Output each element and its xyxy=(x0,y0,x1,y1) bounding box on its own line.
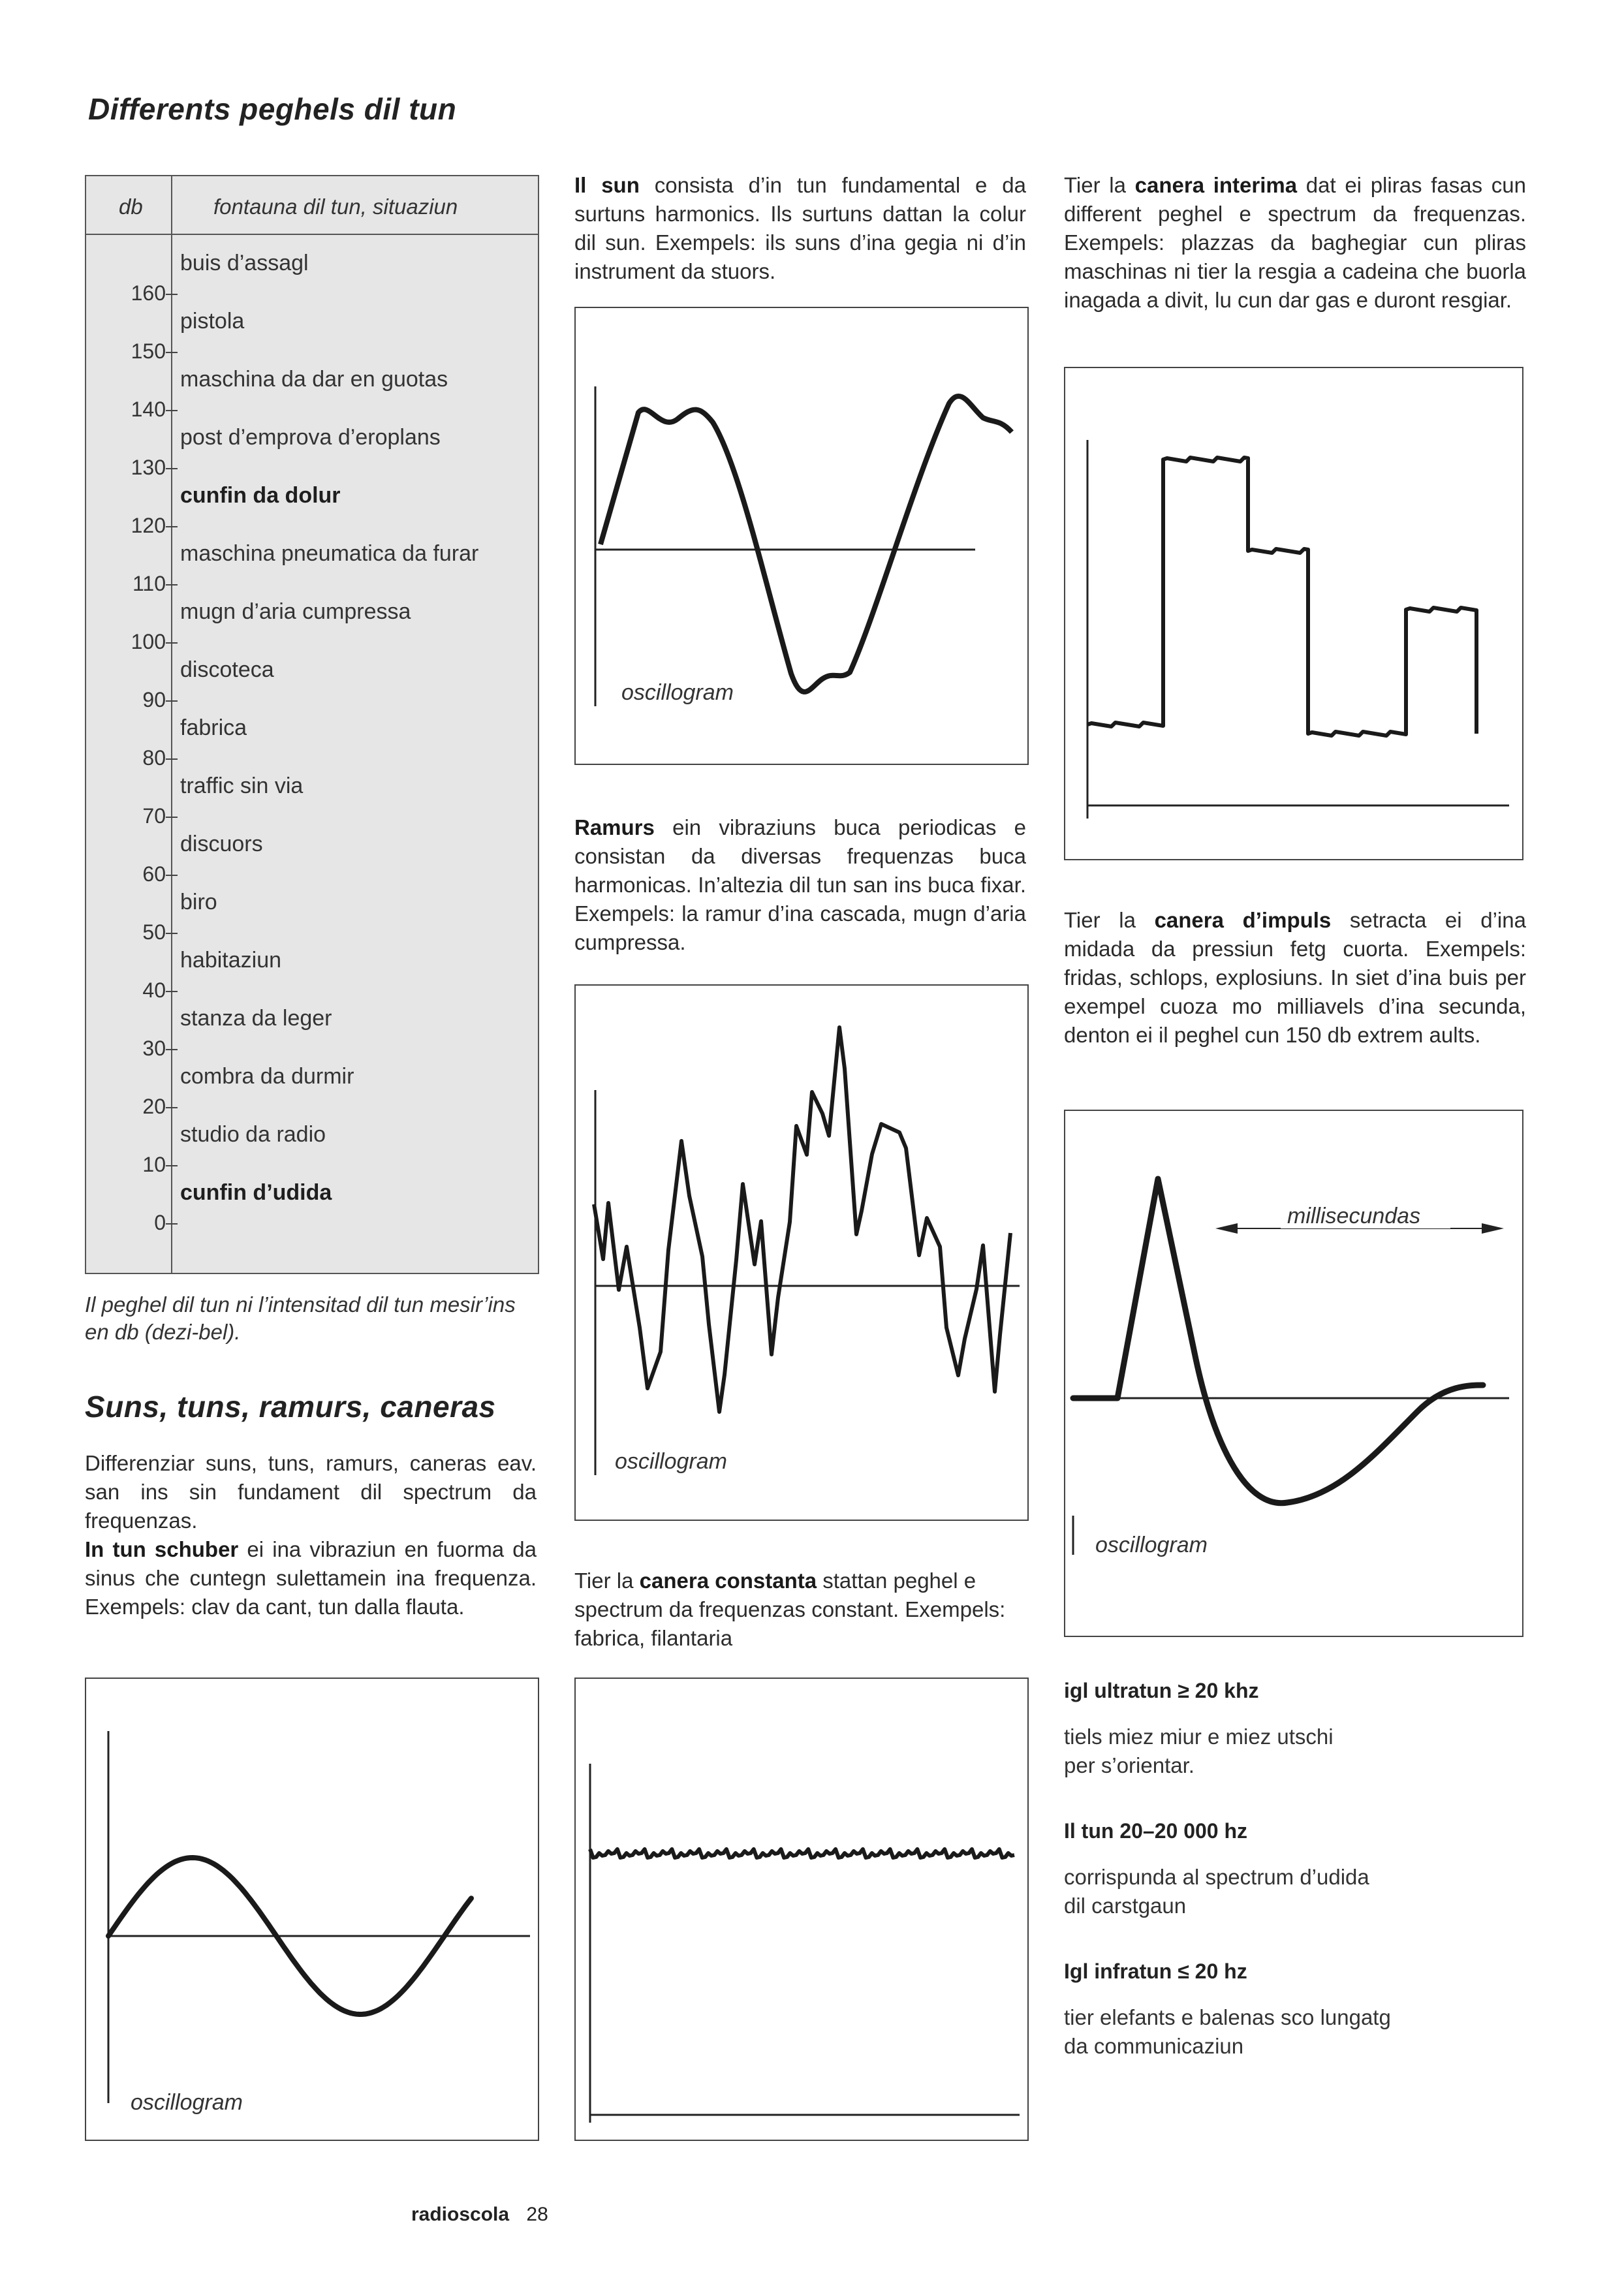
header-db: db xyxy=(119,195,143,219)
db-table-caption: Il peghel dil tun ni l’intensitad dil tun mesir’ins en db (dezi-bel). xyxy=(85,1292,516,1344)
audible-text xyxy=(1064,1863,1521,1920)
db-level-table xyxy=(85,175,539,1274)
constant-noise-graph xyxy=(576,1679,1027,2140)
oscillogram-impulse xyxy=(1064,1110,1523,1637)
scale-tick xyxy=(166,817,178,818)
millisecundas-label: millisecundas xyxy=(1287,1204,1421,1228)
infrasound-line: da communicaziun xyxy=(1064,2034,1244,2058)
db-row-label: cunfin da dolur xyxy=(180,482,341,508)
db-row-label: cunfin d’udida xyxy=(180,1179,332,1205)
db-row-label: pistola xyxy=(180,308,245,334)
scale-tick xyxy=(166,468,178,469)
paragraph-text: setracta ei d’ina midada da pressiun fetg cuorta. Exempels: fridas, schlops, explosiuns. In siet d’ina buis per exempel cuoza mo milliavels d’ina secunda, denton ei il peghel cun 150 db extrem aults. xyxy=(1064,908,1526,1047)
db-row-label: fabrica xyxy=(180,715,247,740)
db-row-label: post d’emprova d’eroplans xyxy=(180,424,441,450)
scale-number: 100 xyxy=(131,630,166,653)
term-bold: Ramurs xyxy=(574,815,655,839)
infrasound-heading: Igl infratun ≤ 20 hz xyxy=(1064,1959,1247,1983)
scale-number: 60 xyxy=(142,862,166,886)
db-row-label: stanza da leger xyxy=(180,1005,332,1031)
db-row-label: maschina da dar en guotas xyxy=(180,366,448,392)
scale-number: 40 xyxy=(142,978,166,1002)
scale-number: 20 xyxy=(142,1095,166,1118)
intermittent-noise-paragraph xyxy=(1064,171,1526,315)
sine-wave-graph xyxy=(86,1679,538,2140)
ultrasound-text xyxy=(1064,1723,1521,1780)
paragraph-text: consista d’in tun fundamental e da surtuns harmonics. Ils surtuns dattan la colur dil sun. Exempels: ils suns d’ina gegia ni d’in instrument da stuors. xyxy=(574,173,1026,283)
paragraph-text: stattan peghel e spectrum da frequenzas constant. Exempels: fabrica, filantaria xyxy=(574,1569,1006,1650)
scale-number: 120 xyxy=(131,514,166,537)
db-row-label: habitaziun xyxy=(180,947,282,973)
ultrasound-line: per s’orientar. xyxy=(1064,1753,1195,1777)
paragraph-text: ei ina vibraziun en fuorma da sinus che cuntegn sulettamein ina frequenza. Exempels: clav da cant, tun dalla flauta. xyxy=(85,1537,537,1619)
paragraph-text: ein vibraziuns buca periodicas e consistan da diversas frequenzas buca harmonicas. In’altezia dil tun san ins buca fixar. Exempels: la ramur d’ina cascada, mugn d’aria cumpressa. xyxy=(574,815,1026,954)
paragraph-text: Differenziar suns, tuns, ramurs, caneras eav. san ins sin fundament dil spectrum da frequenzas. xyxy=(85,1451,537,1533)
term-bold: canera d’impuls xyxy=(1154,908,1332,932)
infrasound-text xyxy=(1064,2003,1521,2061)
db-row-label: discoteca xyxy=(180,657,274,682)
db-row-label: combra da durmir xyxy=(180,1063,354,1089)
scale-tick xyxy=(166,933,178,934)
oscillogram-intermittent-noise xyxy=(1064,367,1523,860)
section-paragraph xyxy=(85,1449,537,1621)
oscillogram-label: oscillogram xyxy=(1095,1533,1208,1557)
scale-number: 150 xyxy=(131,339,166,363)
oscillogram-constant-noise xyxy=(574,1678,1029,2141)
scale-number: 110 xyxy=(132,572,166,595)
page-title: Differents peghels dil tun xyxy=(88,92,457,126)
paragraph-text: Tier la xyxy=(1064,173,1135,197)
db-row-label: biro xyxy=(180,889,217,914)
scale-tick xyxy=(166,1107,178,1108)
scale-tick xyxy=(166,352,178,353)
frequency-ranges xyxy=(1064,1679,1521,2061)
scale-number: 50 xyxy=(142,920,166,944)
constant-noise-paragraph xyxy=(574,1567,1026,1653)
footer xyxy=(411,2204,548,2226)
scale-tick xyxy=(166,875,178,876)
scale-number: 10 xyxy=(142,1153,166,1176)
oscillogram-sound xyxy=(574,307,1029,765)
scale-tick xyxy=(166,584,178,585)
term-bold: canera interima xyxy=(1134,173,1298,197)
footer-name: radioscola xyxy=(411,2204,510,2225)
paragraph-text: dat ei pliras fasas cun different peghel e spectrum da frequenzas. Exempels: plazzas da baghegiar cun pliras maschinas ni tier la resgia a cadeina che buorla inagada a divit, lu cun dar gas e duront resgiar. xyxy=(1064,173,1526,312)
scale-tick xyxy=(166,642,178,644)
scale-tick xyxy=(166,410,178,411)
db-row-label: studio da radio xyxy=(180,1121,326,1147)
scale-number: 140 xyxy=(131,398,166,421)
scale-tick xyxy=(166,991,178,992)
scale-number: 70 xyxy=(142,804,166,828)
scale-number: 130 xyxy=(131,456,166,479)
ultrasound-line: tiels miez miur e miez utschi xyxy=(1064,1725,1334,1749)
ultrasound-heading: igl ultratun ≥ 20 khz xyxy=(1064,1679,1259,1702)
noise-wave-graph xyxy=(576,986,1027,1520)
oscillogram-label: oscillogram xyxy=(131,2090,243,2115)
impulse-noise-paragraph xyxy=(1064,906,1526,1050)
scale-tick xyxy=(166,1165,178,1166)
db-row-label: buis d’assagl xyxy=(180,250,309,275)
term-bold: In tun schuber xyxy=(85,1537,239,1561)
scale-number: 30 xyxy=(142,1037,166,1060)
audible-line: dil carstgaun xyxy=(1064,1894,1187,1918)
db-row-label: discuors xyxy=(180,831,263,856)
scale-tick xyxy=(166,700,178,702)
oscillogram-pure-tone xyxy=(85,1678,539,2141)
scale-number: 90 xyxy=(142,688,166,711)
term-bold: Il sun xyxy=(574,173,640,197)
scale-number: 0 xyxy=(154,1211,166,1234)
scale-tick xyxy=(166,294,178,295)
scale-tick xyxy=(166,1223,178,1225)
db-row-label: mugn d’aria cumpressa xyxy=(180,599,411,624)
intermittent-noise-graph xyxy=(1065,368,1522,859)
scale-number: 160 xyxy=(131,281,166,305)
oscillogram-label: oscillogram xyxy=(621,680,734,705)
audible-line: corrispunda al spectrum d’udida xyxy=(1064,1865,1369,1889)
audible-heading: Il tun 20–20 000 hz xyxy=(1064,1819,1248,1843)
paragraph-text: Tier la xyxy=(1064,908,1155,932)
db-row-label: traffic sin via xyxy=(180,773,304,798)
section-title: Suns, tuns, ramurs, caneras xyxy=(85,1390,496,1424)
scale-number: 80 xyxy=(142,746,166,770)
page-number: 28 xyxy=(526,2204,548,2225)
scale-tick xyxy=(166,758,178,760)
db-row-label: maschina pneumatica da furar xyxy=(180,540,479,566)
impulse-graph xyxy=(1065,1111,1522,1636)
term-bold: canera constanta xyxy=(639,1569,817,1593)
paragraph-text: Tier la xyxy=(574,1569,640,1593)
sound-paragraph xyxy=(574,171,1026,286)
table-divider xyxy=(171,176,172,1273)
oscillogram-label: oscillogram xyxy=(615,1449,727,1474)
table-header-rule xyxy=(86,234,538,235)
scale-tick xyxy=(166,526,178,527)
infrasound-line: tier elefants e balenas sco lungatg xyxy=(1064,2005,1391,2029)
sound-wave-graph xyxy=(576,308,1027,764)
header-source: fontauna dil tun, situaziun xyxy=(213,195,458,219)
oscillogram-noise xyxy=(574,984,1029,1521)
noise-paragraph xyxy=(574,813,1026,957)
scale-tick xyxy=(166,1049,178,1050)
